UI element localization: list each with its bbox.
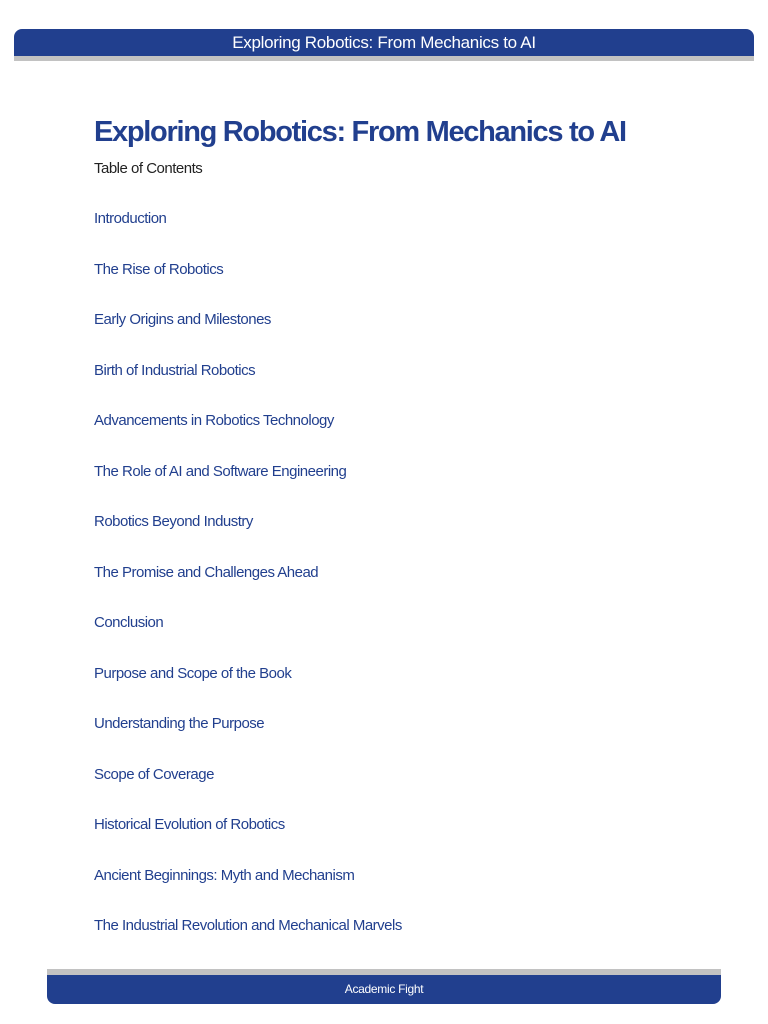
header-divider <box>14 56 754 61</box>
toc-link-introduction[interactable]: Introduction <box>94 210 167 227</box>
toc-link-historical-evolution[interactable]: Historical Evolution of Robotics <box>94 816 285 833</box>
toc-link-promise-challenges[interactable]: The Promise and Challenges Ahead <box>94 563 319 581</box>
toc-link-scope-coverage[interactable]: Scope of Coverage <box>94 765 214 783</box>
page-header <box>14 29 754 56</box>
toc-link-advancements[interactable]: Advancements in Robotics Technology <box>94 412 334 429</box>
toc-link-industrial-revolution[interactable]: The Industrial Revolution and Mechanical Marvels <box>94 917 402 934</box>
toc-link-early-origins[interactable]: Early Origins and Milestones <box>94 311 271 328</box>
header-title: Exploring Robotics: From Mechanics to AI <box>232 33 536 52</box>
toc-link-understanding-purpose[interactable]: Understanding the Purpose <box>94 715 265 732</box>
toc-link-purpose-scope[interactable]: Purpose and Scope of the Book <box>94 664 292 682</box>
toc-heading: Table of Contents <box>94 160 203 177</box>
toc-link-industrial-robotics[interactable]: Birth of Industrial Robotics <box>94 361 256 379</box>
document-title: Exploring Robotics: From Mechanics to AI <box>94 116 626 148</box>
toc-link-ai-software[interactable]: The Role of AI and Software Engineering <box>94 462 347 480</box>
table-of-contents <box>94 209 402 967</box>
toc-link-conclusion[interactable]: Conclusion <box>94 614 164 631</box>
toc-link-beyond-industry[interactable]: Robotics Beyond Industry <box>94 513 253 530</box>
toc-link-ancient-beginnings[interactable]: Ancient Beginnings: Myth and Mechanism <box>94 866 355 884</box>
page-footer <box>47 975 721 1004</box>
footer-text: Academic Fight <box>344 982 424 996</box>
toc-link-rise-of-robotics[interactable]: The Rise of Robotics <box>94 260 224 278</box>
